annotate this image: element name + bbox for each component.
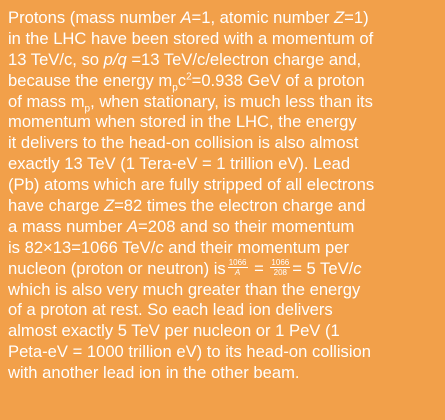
text-line-1 xyxy=(8,8,439,29)
text-line-10 xyxy=(8,196,439,217)
subscript-p: p xyxy=(84,102,91,114)
text-line-18: with another lead ion in the other beam. xyxy=(8,363,300,383)
text-line-9: (Pb) atoms which are fully stripped of all electrons xyxy=(8,175,375,195)
text-span: =0.938 GeV of a proton xyxy=(191,70,365,90)
fraction-denominator: 208 xyxy=(273,267,287,277)
text-line-7: it delivers to the head-on collision is also almost xyxy=(8,133,359,153)
text-span: have charge xyxy=(8,196,104,216)
text-span: =1) xyxy=(344,8,369,27)
text-line-16: almost exactly 5 TeV per nucleon or 1 PeV (1 xyxy=(8,321,340,341)
subscript-p: p xyxy=(172,81,178,93)
symbol-A: A xyxy=(180,8,192,27)
text-span: =208 and so their momentum xyxy=(138,216,355,236)
text-span: =1, atomic number xyxy=(191,8,335,27)
text-line-17: Peta-eV = 1000 trillion eV) to its head-on collision xyxy=(8,342,371,362)
text-line-4 xyxy=(8,71,439,92)
symbol-Z: Z xyxy=(103,196,115,216)
symbol-Z: Z xyxy=(334,8,345,27)
text-span: of mass m xyxy=(8,91,85,111)
text-span: Protons (mass number xyxy=(8,8,181,27)
fraction-momentum-per-A xyxy=(228,258,248,277)
fraction-denominator: A xyxy=(234,267,241,277)
fraction-momentum-per-208 xyxy=(270,258,290,277)
text-span: nucleon (proton or neutron) is xyxy=(8,258,226,278)
text-line-11 xyxy=(8,217,439,238)
text-line-12 xyxy=(8,238,439,259)
text-line-15: of a proton at rest. So each lead ion delivers xyxy=(8,300,333,320)
superscript-2: 2 xyxy=(186,71,192,83)
text-line-14: which is also very much greater than the energy xyxy=(8,279,361,299)
text-line-6: momentum when stored in the LHC, the energy xyxy=(8,112,357,132)
equals-sign: = xyxy=(249,258,269,278)
symbol-c: c xyxy=(155,237,164,257)
text-line-2: in the LHC have been stored with a momentum of xyxy=(8,28,374,48)
text-span: and their momentum per xyxy=(163,237,350,257)
text-span: = 5 TeV/ xyxy=(292,258,354,278)
text-span: because the energy m xyxy=(8,70,173,90)
text-span: , when stationary, is much less than its xyxy=(90,91,373,111)
symbol-A: A xyxy=(126,216,139,236)
text-line-5 xyxy=(8,92,439,113)
text-span: 13 TeV/c, so xyxy=(8,49,104,69)
text-span: =13 TeV/c/electron charge and, xyxy=(126,49,362,69)
text-span: a mass number xyxy=(8,216,127,236)
text-span: =82 times the electron charge and xyxy=(114,196,366,216)
fraction-numerator: 1066 xyxy=(271,257,290,267)
text-line-3 xyxy=(8,50,439,71)
text-line-13 xyxy=(8,259,439,280)
symbol-c: c xyxy=(353,258,362,278)
text-span: is 82×13=1066 TeV/ xyxy=(8,237,156,257)
symbol-p-over-q: p/q xyxy=(103,49,127,69)
fraction-numerator: 1066 xyxy=(228,257,247,267)
text-span: c xyxy=(177,70,187,90)
text-line-8: exactly 13 TeV (1 Tera-eV = 1 trillion eV). Lead xyxy=(8,154,351,174)
